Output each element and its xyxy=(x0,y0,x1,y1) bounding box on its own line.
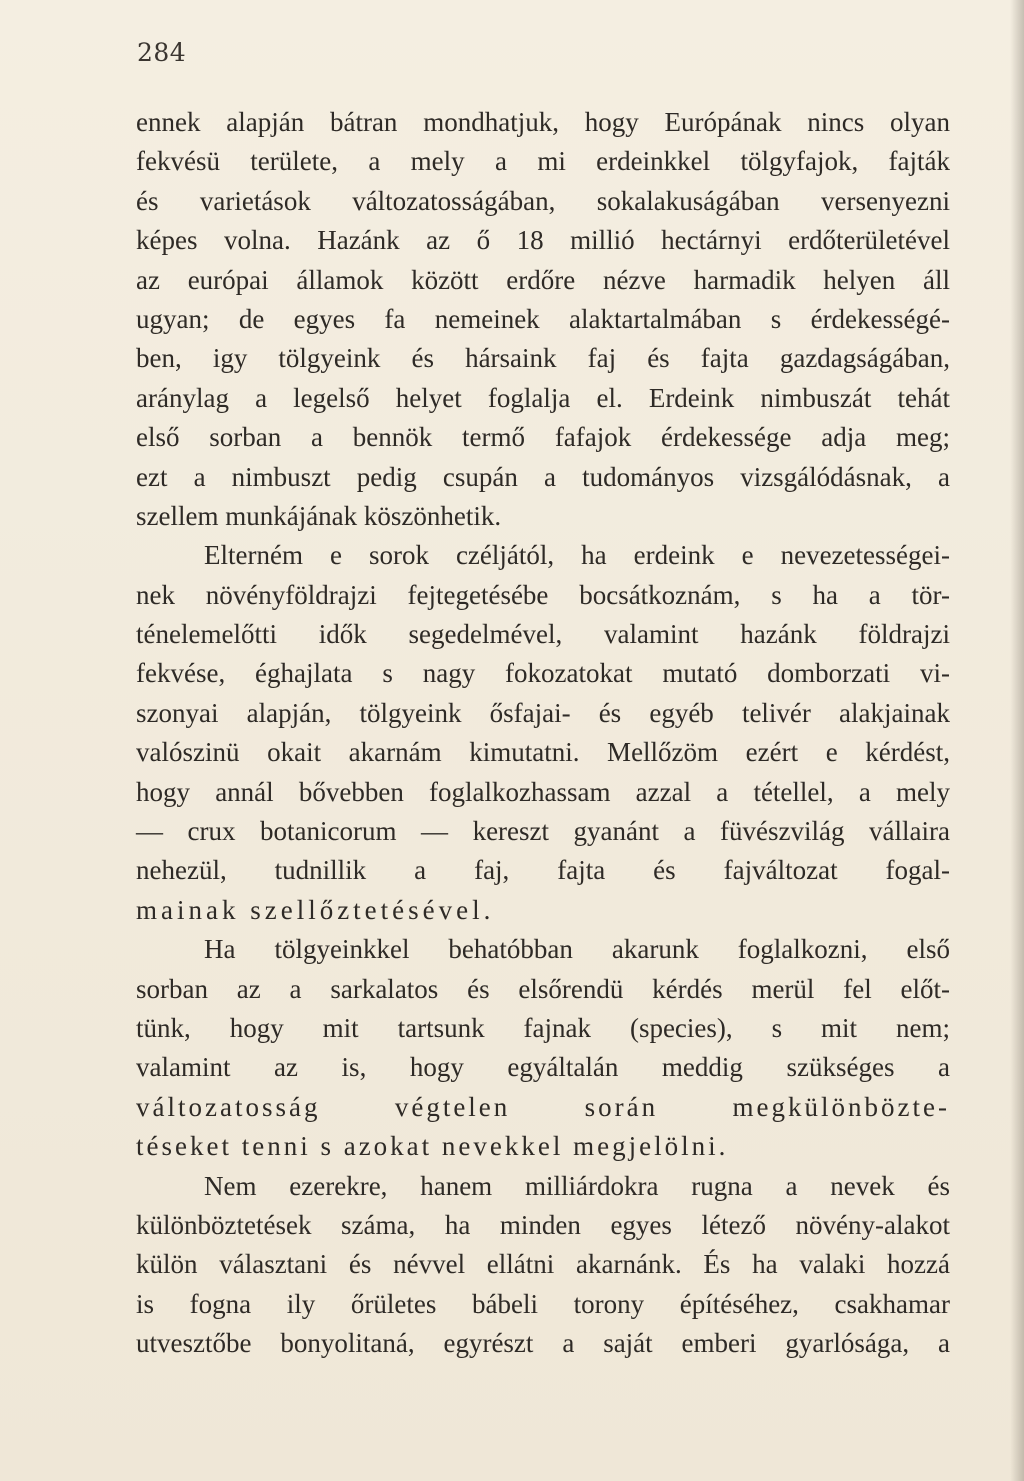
text-line: Ha tölgyeinkkel behatóbban akarunk foglalkozni, első xyxy=(204,934,950,965)
text-line: fekvése, éghajlata s nagy fokozatokat mutató domborzati vi- xyxy=(136,658,950,689)
page-number: 284 xyxy=(137,38,187,67)
text-line: mainak szellőztetésével. xyxy=(136,894,495,925)
text-line: és varietások változatosságában, sokalakuságában versenyezni xyxy=(136,185,950,216)
text-line: az európai államok között erdőre nézve harmadik helyen áll xyxy=(136,264,950,295)
text-line: fekvésü területe, a mely a mi erdeinkkel tölgyfajok, fajták xyxy=(136,146,950,177)
text-line: — crux botanicorum — kereszt gyanánt a füvészvilág vállaira xyxy=(136,816,950,847)
text-line: ennek alapján bátran mondhatjuk, hogy Európának nincs olyan xyxy=(136,107,950,137)
text-line: Nem ezerekre, hanem milliárdokra rugna a nevek és xyxy=(204,1170,950,1201)
text-line: tünk, hogy mit tartsunk fajnak (species), s mit nem; xyxy=(136,1012,950,1043)
text-line: képes volna. Hazánk az ő 18 millió hectárnyi erdőterületével xyxy=(136,225,950,256)
text-line: Elterném e sorok czéljától, ha erdeink e nevezetességei- xyxy=(204,540,950,571)
text-line: ben, igy tölgyeink és hársaink faj és fajta gazdagságában, xyxy=(136,343,950,374)
body-text xyxy=(136,103,950,1364)
text-line: változatosság végtelen során megkülönbözte- xyxy=(136,1091,950,1122)
text-line: első sorban a bennök termő fafajok érdekessége adja meg; xyxy=(136,422,950,453)
text-line: ugyan; de egyes fa nemeinek alaktartalmában s érdekességé- xyxy=(136,303,950,334)
text-line: szellem munkájának köszönhetik. xyxy=(136,500,502,531)
text-line: utvesztőbe bonyolitaná, egyrészt a saját emberi gyarlósága, a xyxy=(136,1328,950,1359)
text-line: szonyai alapján, tölgyeink ősfajai- és egyéb telivér alakjainak xyxy=(136,697,950,728)
text-line: nek növényföldrajzi fejtegetésébe bocsátkoznám, s ha a tör- xyxy=(136,579,950,610)
text-line: valamint az is, hogy egyáltalán meddig szükséges a xyxy=(136,1052,950,1083)
page-edge-shadow xyxy=(1010,0,1024,1481)
text-line: is fogna ily őrületes bábeli torony építéséhez, csakhamar xyxy=(136,1288,950,1319)
text-line: különböztetések száma, ha minden egyes létező növény-alakot xyxy=(136,1209,950,1240)
text-line: ezt a nimbuszt pedig csupán a tudományos vizsgálódásnak, a xyxy=(136,461,950,492)
text-line: külön választani és névvel ellátni akarnánk. És ha valaki hozzá xyxy=(136,1249,950,1280)
text-line: téseket tenni s azokat nevekkel megjelölni. xyxy=(136,1131,729,1162)
text-line: hogy annál bővebben foglalkozhassam azzal a tétellel, a mely xyxy=(136,776,950,807)
text-line: valószinü okait akarnám kimutatni. Mellőzöm ezért e kérdést, xyxy=(136,737,950,768)
text-line: sorban az a sarkalatos és elsőrendü kérdés merül fel előt- xyxy=(136,973,950,1004)
text-line: nehezül, tudnillik a faj, fajta és fajváltozat fogal- xyxy=(136,855,950,886)
text-line: ténelemelőtti idők segedelmével, valamint hazánk földrajzi xyxy=(136,619,950,650)
text-line: aránylag a legelső helyet foglalja el. Erdeink nimbuszát tehát xyxy=(136,382,950,413)
